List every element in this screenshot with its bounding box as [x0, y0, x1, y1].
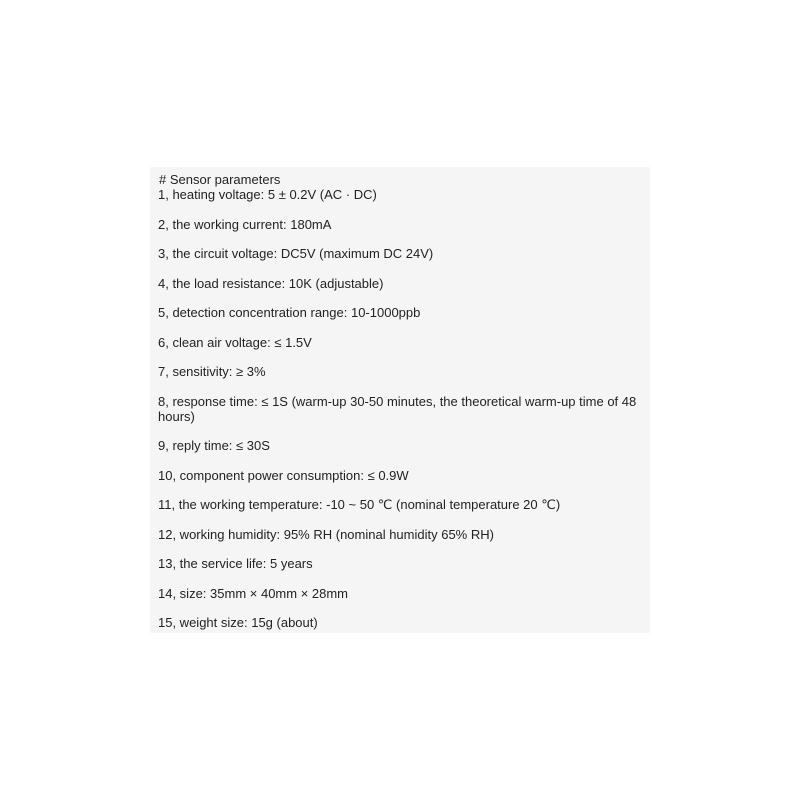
param-reply-time: 9, reply time: ≤ 30S	[158, 438, 270, 453]
param-size: 14, size: 35mm × 40mm × 28mm	[158, 585, 349, 601]
param-heating-voltage: 1, heating voltage: 5 ± 0.2V (AC · DC)	[158, 187, 377, 202]
param-load-resistance: 4, the load resistance: 10K (adjustable)	[158, 275, 384, 291]
param-circuit-voltage: 3, the circuit voltage: DC5V (maximum DC 24V)	[158, 246, 434, 261]
param-working-temperature: 11, the working temperature: -10 ~ 50 ℃ (nominal temperature 20 ℃)	[158, 497, 561, 512]
param-sensitivity: 7, sensitivity: ≥ 3%	[158, 364, 266, 379]
param-detection-range: 5, detection concentration range: 10-1000ppb	[158, 305, 421, 320]
param-working-humidity: 12, working humidity: 95% RH (nominal humidity 65% RH)	[158, 526, 494, 542]
param-response-time: 8, response time: ≤ 1S (warm-up 30-50 minutes, the theoretical warm-up time of 48 hours)	[158, 393, 637, 424]
param-weight: 15, weight size: 15g (about)	[158, 615, 318, 630]
param-service-life: 13, the service life: 5 years	[158, 556, 313, 571]
param-clean-air-voltage: 6, clean air voltage: ≤ 1.5V	[158, 334, 312, 350]
param-power-consumption: 10, component power consumption: ≤ 0.9W	[158, 467, 409, 483]
param-working-current: 2, the working current: 180mA	[158, 216, 332, 232]
section-heading: # Sensor parameters	[159, 172, 281, 187]
sensor-parameters-panel	[150, 167, 650, 633]
